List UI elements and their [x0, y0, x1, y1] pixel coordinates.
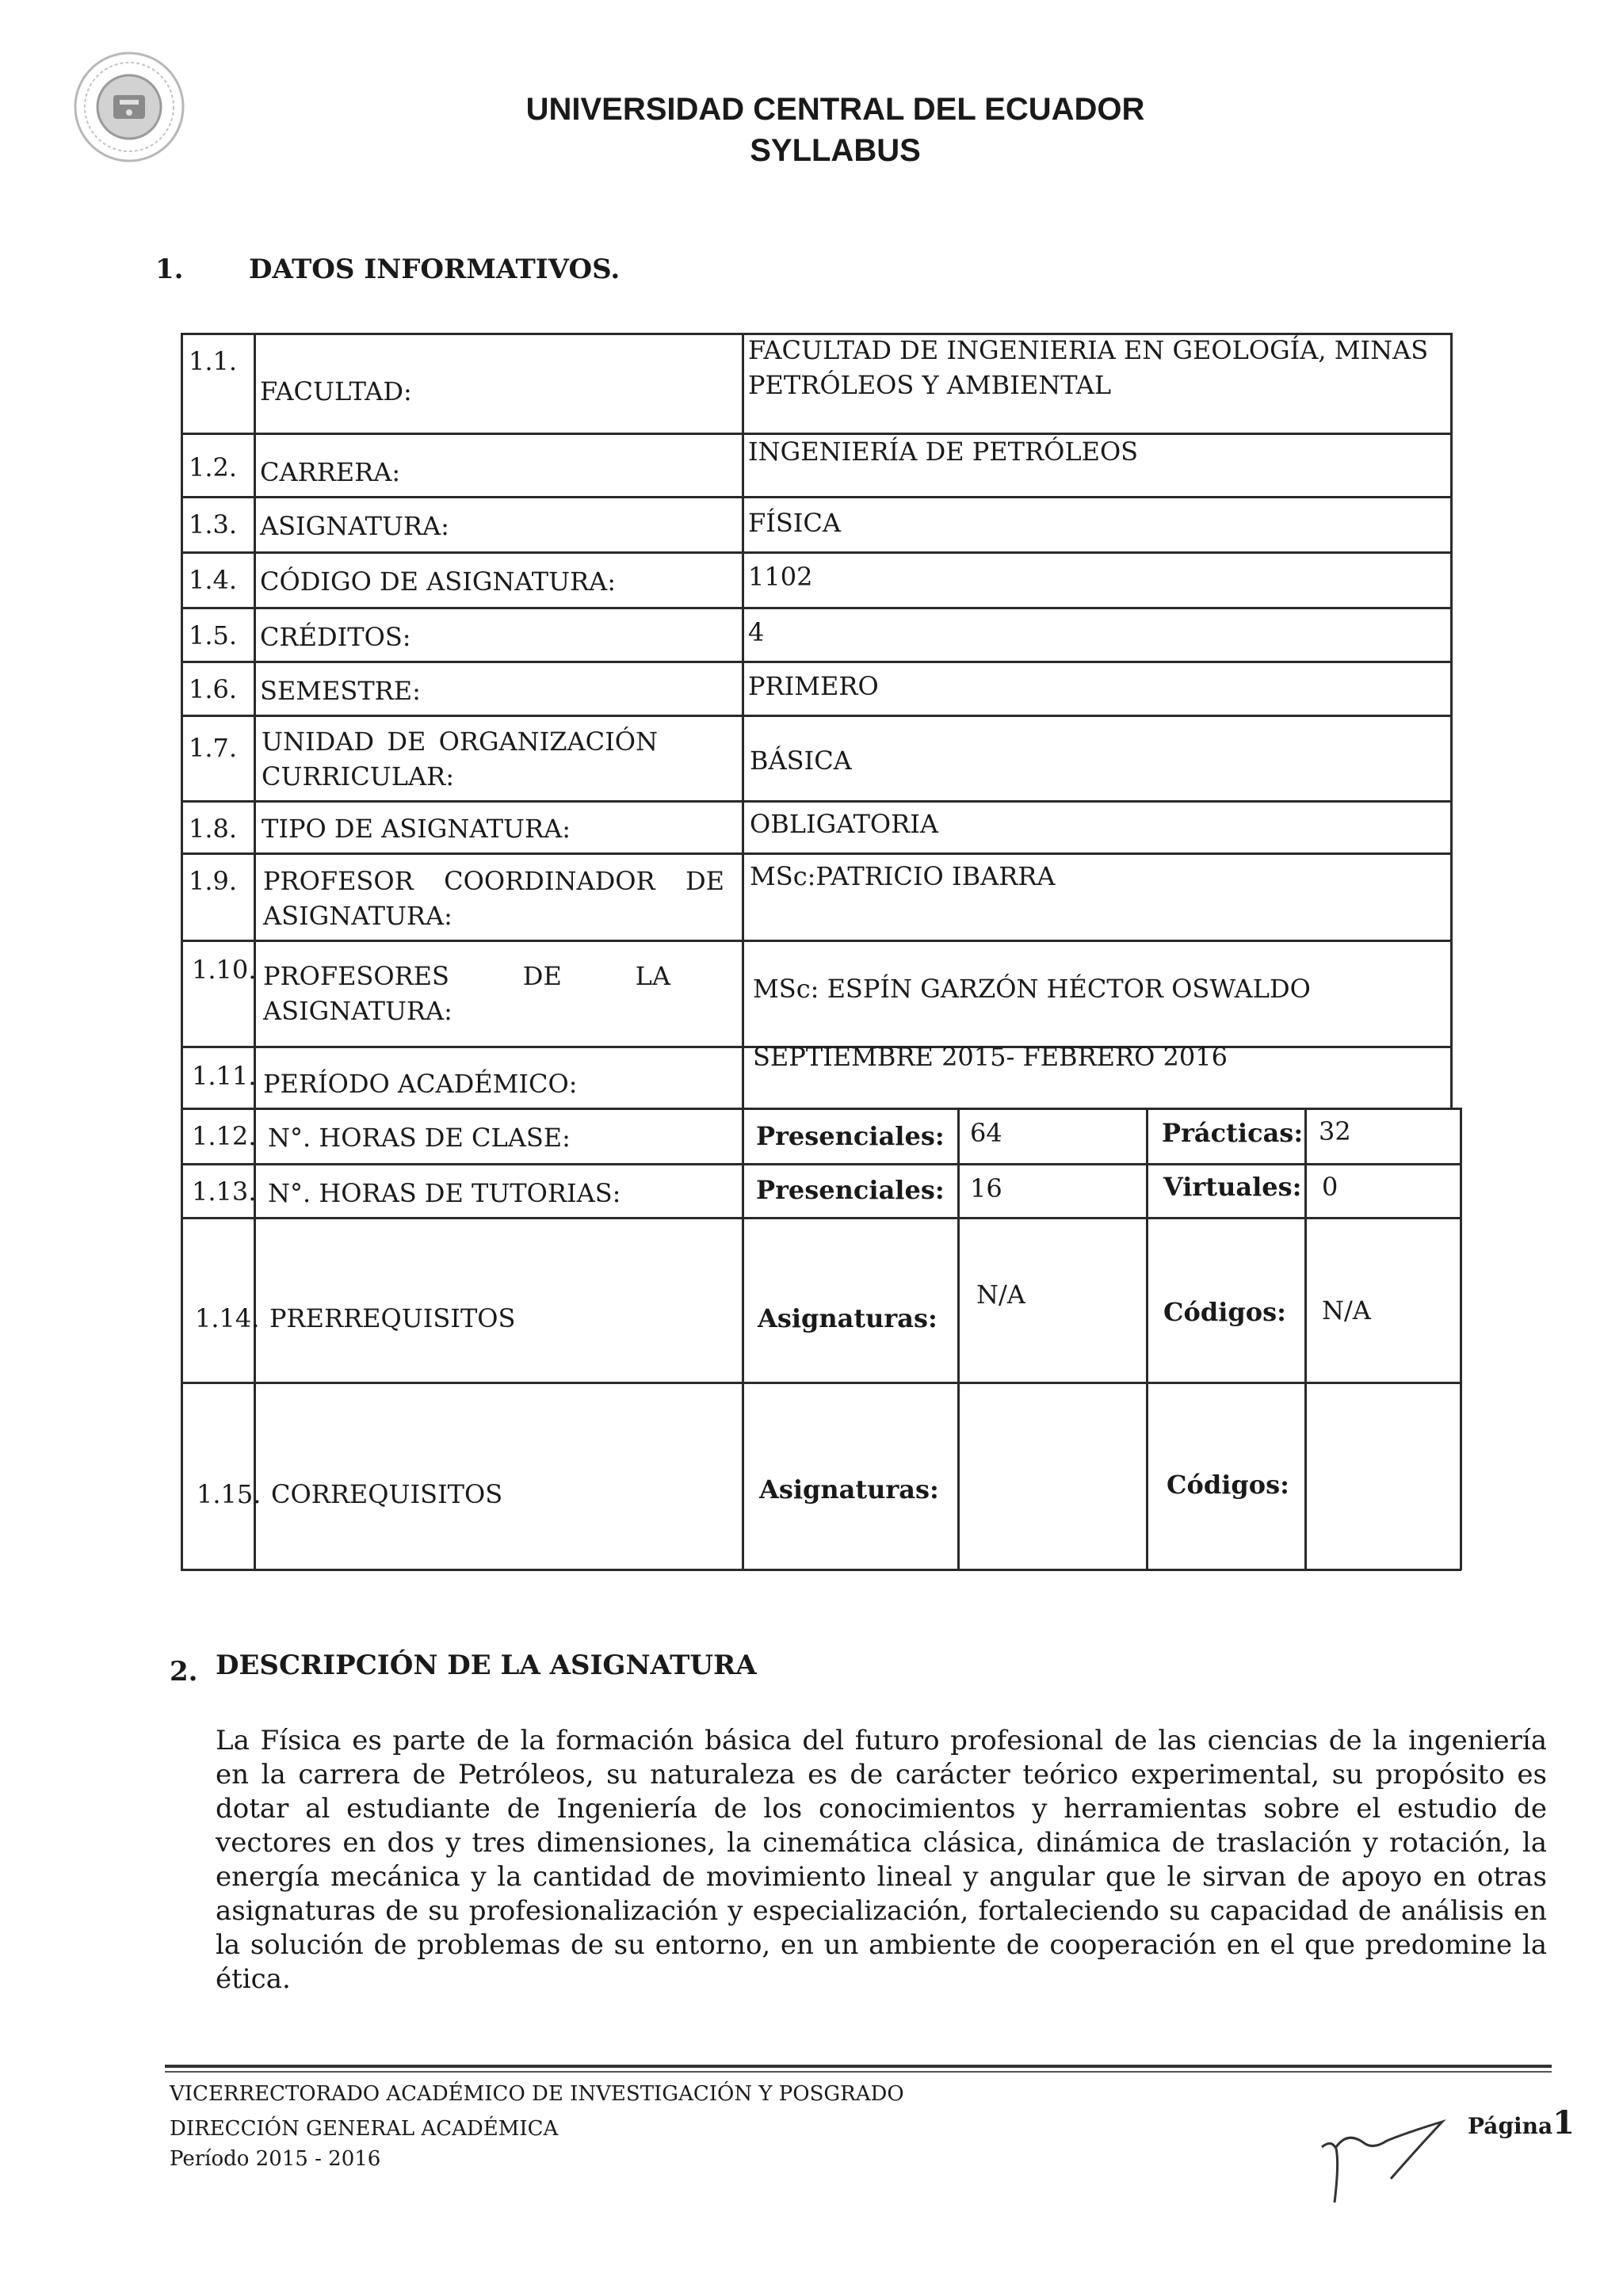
- row-1-8-label: TIPO DE ASIGNATURA:: [262, 814, 571, 844]
- row-1-3-value: FÍSICA: [748, 508, 841, 538]
- row-1-12-value2: 32: [1319, 1116, 1351, 1146]
- row-1-7-label-line1: [262, 724, 658, 759]
- row-1-1-label: FACULTAD:: [260, 376, 412, 406]
- row-1-13-key2: Virtuales:: [1163, 1172, 1302, 1202]
- page-number: 1: [1552, 2104, 1575, 2142]
- row-1-11-label: PERÍODO ACADÉMICO:: [263, 1069, 578, 1099]
- word: COORDINADOR: [444, 866, 655, 896]
- row-1-1-value-line2: PETRÓLEOS Y AMBIENTAL: [748, 370, 1112, 400]
- row-1-14-key2: Códigos:: [1163, 1297, 1286, 1327]
- row-1-14-key1: Asignaturas:: [758, 1303, 938, 1333]
- row-1-12-value1: 64: [970, 1118, 1002, 1148]
- row-1-5-number: 1.5.: [189, 620, 238, 650]
- row-1-15-label: CORREQUISITOS: [271, 1479, 503, 1509]
- word: LA: [635, 961, 670, 991]
- row-1-15-key1: Asignaturas:: [759, 1474, 939, 1505]
- row-1-2-number: 1.2.: [189, 452, 238, 482]
- row-1-10-number: 1.10.: [192, 955, 257, 985]
- row-1-13-value2: 0: [1322, 1172, 1338, 1202]
- row-1-4-number: 1.4.: [189, 565, 238, 595]
- word: DE: [387, 727, 426, 757]
- university-name: UNIVERSIDAD CENTRAL DEL ECUADOR: [525, 92, 1145, 127]
- row-1-8-value: OBLIGATORIA: [750, 809, 938, 839]
- row-1-5-label: CRÉDITOS:: [260, 622, 411, 652]
- row-1-9-value: MSc:PATRICIO IBARRA: [750, 861, 1056, 891]
- row-1-6-label: SEMESTRE:: [260, 676, 421, 706]
- row-1-15-number: 1.15.: [197, 1479, 262, 1509]
- row-1-13-label: N°. HORAS DE TUTORIAS:: [268, 1178, 621, 1208]
- row-1-13-key1: Presenciales:: [756, 1175, 945, 1205]
- row-1-7-value: BÁSICA: [750, 746, 852, 776]
- row-1-4-value: 1102: [748, 562, 813, 592]
- row-1-9-label-line2: ASIGNATURA:: [263, 901, 453, 931]
- row-1-13-number: 1.13.: [192, 1177, 257, 1207]
- section-2-number: 2.: [170, 1656, 198, 1688]
- footer-rule: [165, 2065, 1552, 2068]
- document-title: SYLLABUS: [750, 133, 921, 168]
- row-1-10-label-line1: [263, 959, 670, 994]
- footer-direccion: DIRECCIÓN GENERAL ACADÉMICA: [170, 2117, 559, 2141]
- row-1-9-label-line1: [263, 864, 724, 898]
- page-label: Página: [1468, 2113, 1553, 2139]
- row-1-15-key2: Códigos:: [1167, 1470, 1289, 1500]
- row-1-2-value: INGENIERÍA DE PETRÓLEOS: [748, 437, 1139, 467]
- signature: [1316, 2115, 1458, 2210]
- word: ORGANIZACIÓN: [438, 727, 658, 757]
- row-1-13-value1: 16: [970, 1173, 1002, 1203]
- footer-rule-thin: [165, 2071, 1552, 2073]
- word: UNIDAD: [262, 727, 375, 757]
- row-1-14-label: PRERREQUISITOS: [269, 1303, 516, 1333]
- row-1-10-value: MSc: ESPÍN GARZÓN HÉCTOR OSWALDO: [753, 974, 1311, 1004]
- row-1-5-value: 4: [748, 617, 765, 647]
- section-1-title: DATOS INFORMATIVOS.: [249, 254, 621, 285]
- word: PROFESORES: [263, 961, 449, 991]
- row-1-12-label: N°. HORAS DE CLASE:: [268, 1123, 571, 1153]
- row-1-2-label: CARRERA:: [260, 457, 401, 487]
- footer-periodo: Período 2015 - 2016: [170, 2147, 381, 2171]
- word: DE: [522, 961, 562, 991]
- row-1-1-value-line1: FACULTAD DE INGENIERIA EN GEOLOGÍA, MINAS: [748, 335, 1429, 365]
- row-1-4-label: CÓDIGO DE ASIGNATURA:: [260, 566, 617, 597]
- course-description: La Física es parte de la formación básica del futuro profesional de las ciencias de la ingeniería en la carrera de Petróleos, su naturaleza es de carácter teórico experimental, su propósito es dotar al estudiante de Ingeniería de los conocimientos y herramientas sobre el estudio de vectores en dos y tres dimensiones, la cinemática clásica, dinámica de traslación y rotación, la energía mecánica y la cantidad de movimiento lineal y angular que le sirvan de apoyo en otras asignaturas de su profesionalización y especialización, fortaleciendo su capacidad de análisis en la solución de problemas de su entorno, en un ambiente de cooperación en el que predomine la ética.: [216, 1725, 1547, 1995]
- row-1-14-value1: N/A: [976, 1280, 1025, 1310]
- row-1-1-number: 1.1.: [189, 346, 238, 376]
- row-1-7-number: 1.7.: [189, 733, 238, 763]
- footer-vicerrectorado: VICERRECTORADO ACADÉMICO DE INVESTIGACIÓN Y POSGRADO: [170, 2082, 904, 2106]
- row-1-12-key1: Presenciales:: [756, 1121, 945, 1151]
- row-1-7-label-line2: CURRICULAR:: [262, 761, 454, 791]
- section-1-number: 1.: [155, 254, 184, 285]
- row-1-12-number: 1.12.: [192, 1121, 257, 1151]
- word: DE: [685, 866, 724, 896]
- row-1-11-number: 1.11.: [192, 1061, 257, 1091]
- section-2-title: DESCRIPCIÓN DE LA ASIGNATURA: [216, 1650, 757, 1681]
- row-1-12-key2: Prácticas:: [1162, 1118, 1304, 1148]
- row-1-8-number: 1.8.: [189, 814, 238, 844]
- row-1-14-value2: N/A: [1322, 1295, 1371, 1325]
- word: PROFESOR: [263, 866, 414, 896]
- row-1-11-value: SEPTIEMBRE 2015- FEBRERO 2016: [753, 1042, 1228, 1072]
- row-1-6-value: PRIMERO: [748, 671, 879, 701]
- row-1-3-label: ASIGNATURA:: [260, 511, 449, 541]
- page-indicator: [1468, 2104, 1575, 2142]
- row-1-10-label-line2: ASIGNATURA:: [263, 996, 453, 1026]
- row-1-14-number: 1.14.: [195, 1303, 260, 1333]
- row-1-6-number: 1.6.: [189, 674, 238, 704]
- row-1-3-number: 1.3.: [189, 509, 238, 540]
- row-1-9-number: 1.9.: [189, 866, 238, 896]
